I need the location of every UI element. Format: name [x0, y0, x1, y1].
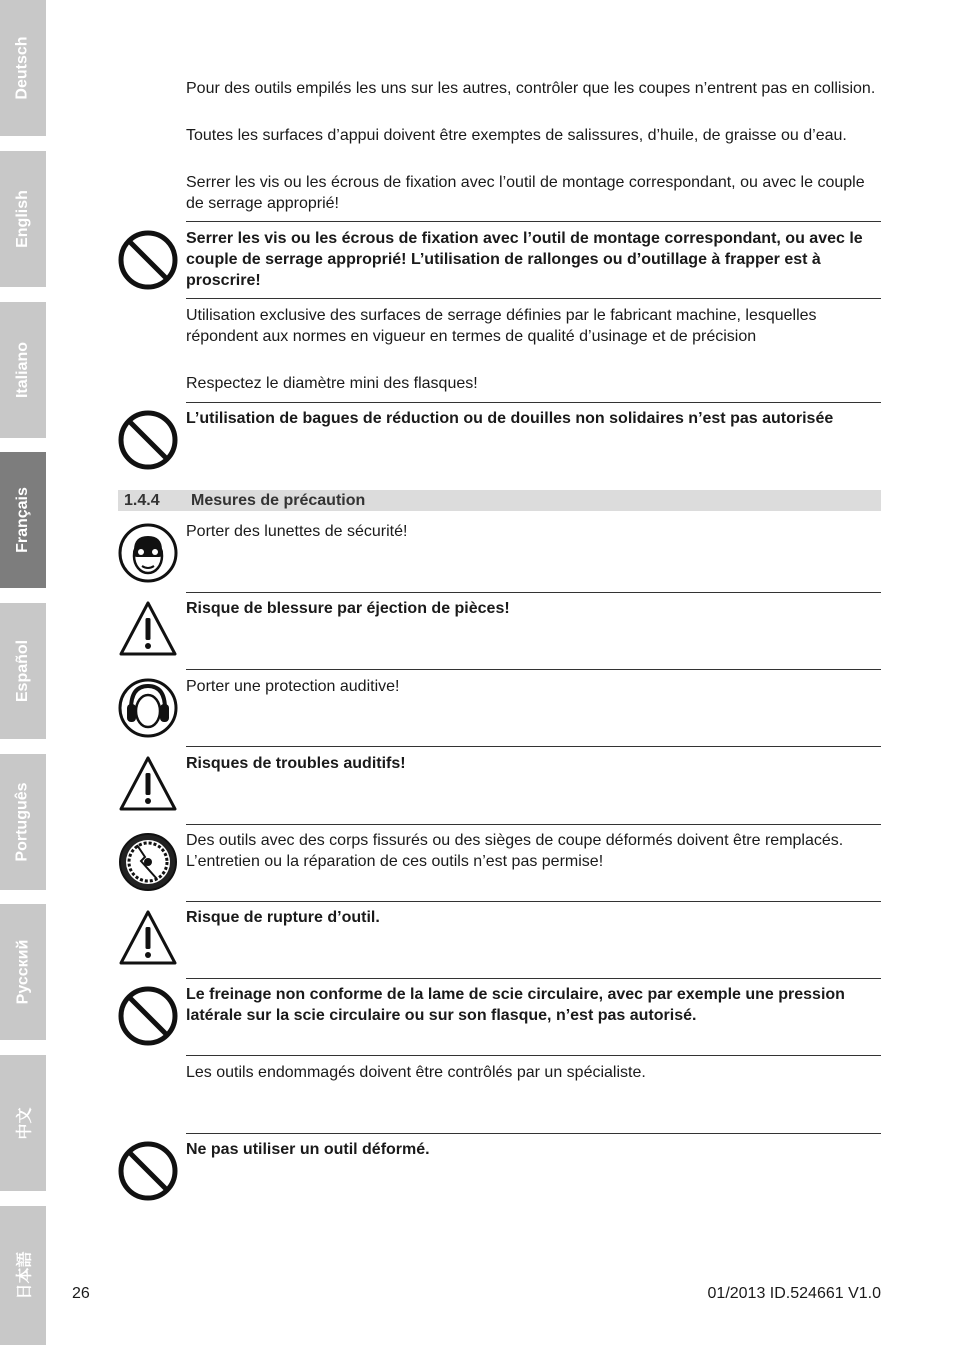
tab-label: English: [14, 190, 31, 248]
divider: [186, 746, 881, 747]
section-number: 1.4.4: [124, 492, 160, 509]
damaged-saw-blade-icon: [117, 831, 179, 893]
instruction-text: Porter une protection auditive!: [186, 678, 400, 695]
warning-text: Ne pas utiliser un outil déformé.: [186, 1141, 430, 1158]
tab-label: Русский: [14, 939, 31, 1005]
warning-text: Risque de rupture d’outil.: [186, 909, 380, 926]
divider: [186, 402, 881, 403]
safety-goggles-icon: [117, 522, 179, 584]
warning-triangle-icon: [117, 907, 179, 969]
divider: [186, 592, 881, 593]
warning-triangle-icon: [117, 598, 179, 660]
divider: [186, 978, 881, 979]
warning-text: L’utilisation de bagues de réduction ou de douilles non solidaires n’est pas autorisée: [186, 410, 834, 427]
tab-label: Español: [14, 639, 32, 703]
instruction-text: Les outils endommagés doivent être contrôlés par un spécialiste.: [186, 1064, 646, 1081]
instruction-text: Porter des lunettes de sécurité!: [186, 523, 408, 540]
divider: [186, 824, 881, 825]
paragraph: Serrer les vis ou les écrous de fixation avec l’outil de montage correspondant, ou avec le couple de serrage approprié!: [186, 174, 865, 212]
tab-label: 日本語: [16, 1251, 34, 1300]
warning-text: Risques de troubles auditifs!: [186, 755, 406, 772]
tab-label: Deutsch: [14, 36, 31, 100]
section-title: Mesures de précaution: [191, 492, 366, 509]
prohibition-icon: [117, 985, 179, 1047]
section-header: [118, 490, 881, 511]
paragraph: Utilisation exclusive des surfaces de serrage définies par le fabricant machine, lesquelles répondent aux normes en vigueur en termes de qualité d’usinage et de précision: [186, 307, 817, 345]
divider: [186, 1133, 881, 1134]
ear-protection-icon: [117, 677, 179, 739]
prohibition-icon: [117, 229, 179, 291]
divider: [186, 221, 881, 222]
divider: [186, 669, 881, 670]
warning-text: Risque de blessure par éjection de pièces!: [186, 600, 510, 617]
paragraph: Respectez le diamètre mini des flasques!: [186, 375, 478, 392]
tab-label: 中文: [16, 1106, 34, 1140]
prohibition-icon: [117, 409, 179, 471]
tab-label: Português: [14, 782, 31, 862]
tab-label: Français: [14, 487, 31, 553]
page-number: 26: [72, 1285, 90, 1302]
tab-label: Italiano: [14, 341, 32, 399]
paragraph: Pour des outils empilés les uns sur les autres, contrôler que les coupes n’entrent pas en collision.: [186, 80, 876, 97]
divider: [186, 298, 881, 299]
document-id: 01/2013 ID.524661 V1.0: [707, 1285, 881, 1302]
divider: [186, 1055, 881, 1056]
divider: [186, 901, 881, 902]
prohibition-icon: [117, 1140, 179, 1202]
warning-text: Le freinage non conforme de la lame de scie circulaire, avec par exemple une pression latérale sur la scie circulaire ou sur son flasque, n’est pas autorisé.: [186, 986, 845, 1024]
paragraph: Toutes les surfaces d’appui doivent être exemptes de salissures, d’huile, de graisse ou d’eau.: [186, 127, 847, 144]
warning-triangle-icon: [117, 753, 179, 815]
instruction-text: Des outils avec des corps fissurés ou des sièges de coupe déformés doivent être remplacés. L’entretien ou la réparation de ces outils n’est pas permise!: [186, 832, 844, 870]
warning-text: Serrer les vis ou les écrous de fixation avec l’outil de montage correspondant, ou avec le couple de serrage approprié! L’utilisation de rallonges ou d’outillage à frapper est à proscrire!: [186, 230, 863, 289]
